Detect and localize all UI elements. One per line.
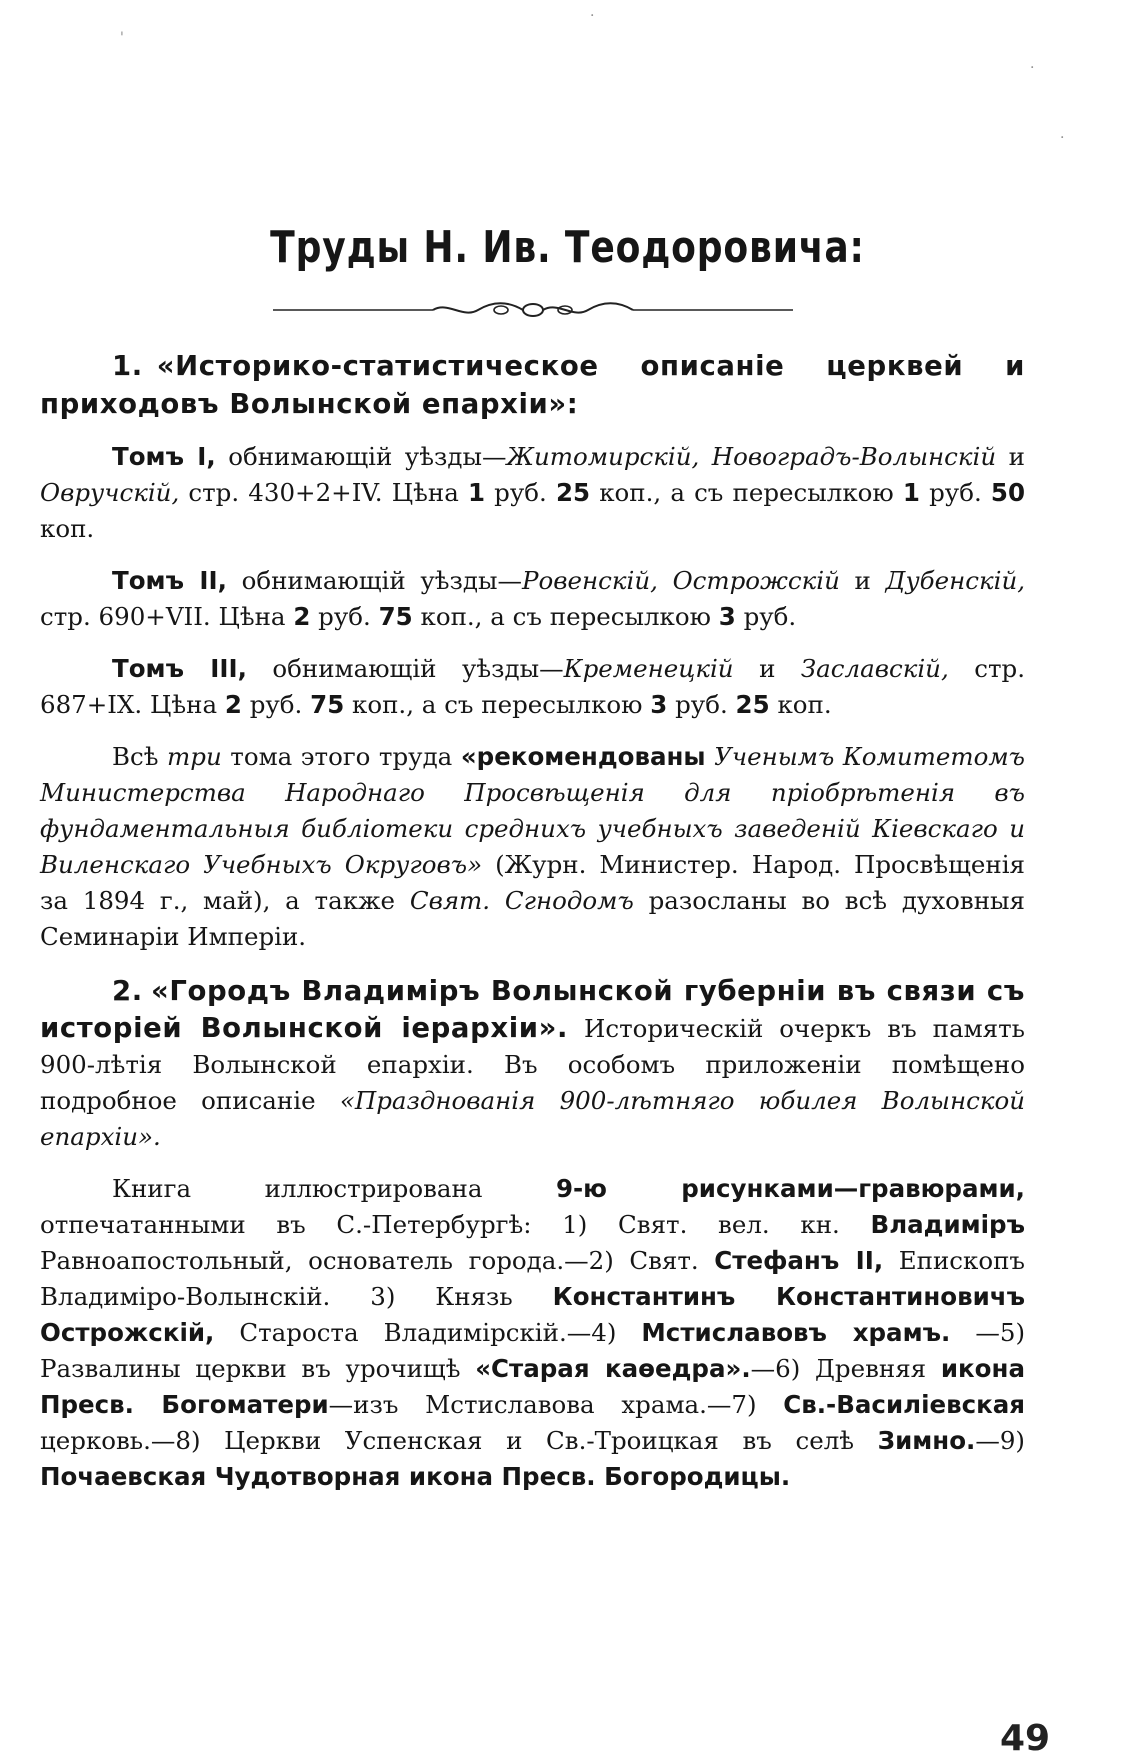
- ornament-divider: [273, 299, 793, 321]
- volume-2-price: 3: [718, 602, 736, 631]
- illus-text: —9): [975, 1426, 1025, 1455]
- volume-2-price: 2: [293, 602, 311, 631]
- volume-3-text: коп., а съ пересылкою: [344, 690, 651, 719]
- volume-3-text: обнимающій уѣзды—: [246, 654, 564, 683]
- recommendation-paragraph: [40, 739, 1025, 955]
- illus-bold: «Старая каѳедра».: [475, 1354, 751, 1383]
- volume-1-text: руб.: [919, 478, 991, 507]
- volume-2-price: 75: [378, 602, 413, 631]
- note-committee: Ученымъ Комитетомъ Министерства Народнаго Просвѣщенія для пріобрѣтенія въ фундаментальныя библіотеки среднихъ учебныхъ заведеній Кіевскаго и Виленскаго Учебныхъ Округовъ»: [40, 742, 1025, 879]
- illus-bold: Константинъ Константиновичъ Острожскій,: [40, 1282, 1025, 1347]
- illus-text: —6) Древняя: [750, 1354, 941, 1383]
- illus-bold: Владиміръ: [870, 1210, 1025, 1239]
- volume-3-text: коп.: [769, 690, 832, 719]
- volume-1-text: коп.: [40, 514, 95, 543]
- volume-3-districts: Кременецкій: [563, 654, 734, 683]
- entry-1-number: 1.: [112, 350, 143, 382]
- volume-2-text: обнимающій уѣзды—: [226, 566, 523, 595]
- volume-3-paragraph: [40, 651, 1025, 723]
- volume-2-districts: Дубенскій,: [885, 566, 1026, 595]
- volume-3-price: 2: [224, 690, 242, 719]
- volume-1-price: 50: [990, 478, 1025, 507]
- note-text: разосланы во всѣ духовныя Семинаріи Имперіи.: [40, 886, 1025, 951]
- volume-1-text: обнимающій уѣзды—: [215, 442, 507, 471]
- note-text: тома этого труда: [221, 742, 461, 771]
- volume-2-label: Томъ II,: [112, 566, 227, 595]
- illus-text: Книга иллюстрирована: [112, 1174, 556, 1203]
- illus-bold: Стефанъ II,: [714, 1246, 884, 1275]
- volume-1-text: стр. 430+2+IV. Цѣна: [179, 478, 468, 507]
- entry-2-paragraph: [40, 973, 1025, 1155]
- volume-3-text: и: [733, 654, 801, 683]
- scan-speck: ·: [590, 8, 595, 24]
- volume-3-price: 25: [735, 690, 770, 719]
- scan-speck: ': [120, 30, 124, 46]
- volume-3-text: стр. 687+IX. Цѣна: [40, 654, 1026, 719]
- entry-1-title: «Историко-статистическое описаніе церквей и приходовъ Волынской епархіи»:: [40, 350, 1025, 420]
- volume-1-text: руб.: [485, 478, 556, 507]
- scan-speck: ·: [1030, 60, 1035, 76]
- document-body: [40, 222, 1025, 1495]
- page-title: Труды Н. Ив. Теодоровича:: [270, 222, 865, 273]
- entry-2-number: 2.: [112, 975, 143, 1007]
- volume-2-text: руб.: [735, 602, 797, 631]
- illus-bold: икона Пресв. Богоматери: [40, 1354, 1025, 1419]
- entry-2-supplement: «Празднованія 900-лѣтняго юбилея Волынской епархіи».: [40, 1086, 1026, 1151]
- illus-bold: 9-ю рисунками—гравюрами,: [555, 1174, 1025, 1203]
- page-number: 49: [1000, 1718, 1051, 1759]
- volume-1-price: 1: [902, 478, 920, 507]
- illus-text: —5) Развалины церкви въ урочищѣ: [40, 1318, 1025, 1383]
- volume-1-price: 1: [467, 478, 486, 507]
- volume-3-text: руб.: [241, 690, 311, 719]
- illus-text: отпечатанными въ С.-Петербургѣ: 1) Свят. вел. кн.: [40, 1210, 871, 1239]
- volume-3-price: 75: [310, 690, 345, 719]
- volume-2-paragraph: [40, 563, 1025, 635]
- illus-text: —изъ Мстиславова храма.—7): [328, 1390, 784, 1419]
- illustrations-paragraph: [40, 1171, 1025, 1495]
- entry-2-title: «Городъ Владиміръ Волынской губерніи въ связи съ исторіей Волынской іерархіи».: [40, 975, 1025, 1044]
- illus-text: Епископъ Владиміро-Волынскій. 3) Князь: [40, 1246, 1025, 1311]
- volume-1-paragraph: [40, 439, 1025, 547]
- illus-text: Староста Владимірскій.—4): [214, 1318, 642, 1347]
- volume-1-districts: Овручскій,: [40, 478, 180, 507]
- volume-3-label: Томъ III,: [112, 654, 247, 683]
- entry-1-heading: [40, 347, 1025, 423]
- note-text: Всѣ: [112, 742, 168, 771]
- volume-1-text: коп., а съ пересылкою: [590, 478, 903, 507]
- volume-1-districts: Житомирскій, Новоградъ-Волынскій: [506, 442, 997, 471]
- scan-speck: ·: [1060, 130, 1065, 146]
- note-italic: три: [167, 742, 222, 771]
- volume-1-text: и: [996, 442, 1025, 471]
- volume-3-districts: Заславскій,: [800, 654, 949, 683]
- illus-bold: Почаевская Чудотворная икона Пресв. Богородицы.: [40, 1462, 791, 1491]
- volume-3-price: 3: [650, 690, 668, 719]
- illus-text: Равноапостольный, основатель города.—2) Свят.: [40, 1246, 715, 1275]
- entry-2-text: Историческій очеркъ въ память 900-лѣтія Волынской епархіи. Въ особомъ приложеніи помѣщено подробное описаніе: [40, 1014, 1025, 1115]
- illus-bold: Св.-Василіевская: [783, 1390, 1025, 1419]
- note-synod: Свят. Сгнодомъ: [409, 886, 634, 915]
- volume-2-text: стр. 690+VII. Цѣна: [40, 602, 294, 631]
- volume-2-text: руб.: [310, 602, 379, 631]
- volume-2-text: и: [839, 566, 886, 595]
- note-bold: «рекомендованы: [460, 742, 706, 771]
- note-text: (Журн. Министер. Народ. Просвѣщенія за 1894 г., май), а также: [40, 850, 1025, 915]
- volume-3-text: руб.: [667, 690, 736, 719]
- illus-bold: Мстиславовъ храмъ.: [641, 1318, 951, 1347]
- volume-1-label: Томъ I,: [112, 442, 216, 471]
- volume-2-districts: Ровенскій, Острожскій: [522, 566, 840, 595]
- volume-1-price: 25: [555, 478, 591, 507]
- illus-bold: Зимно.: [877, 1426, 976, 1455]
- volume-2-text: коп., а съ пересылкою: [412, 602, 719, 631]
- illus-text: церковь.—8) Церкви Успенская и Св.-Троицкая въ селѣ: [40, 1426, 878, 1455]
